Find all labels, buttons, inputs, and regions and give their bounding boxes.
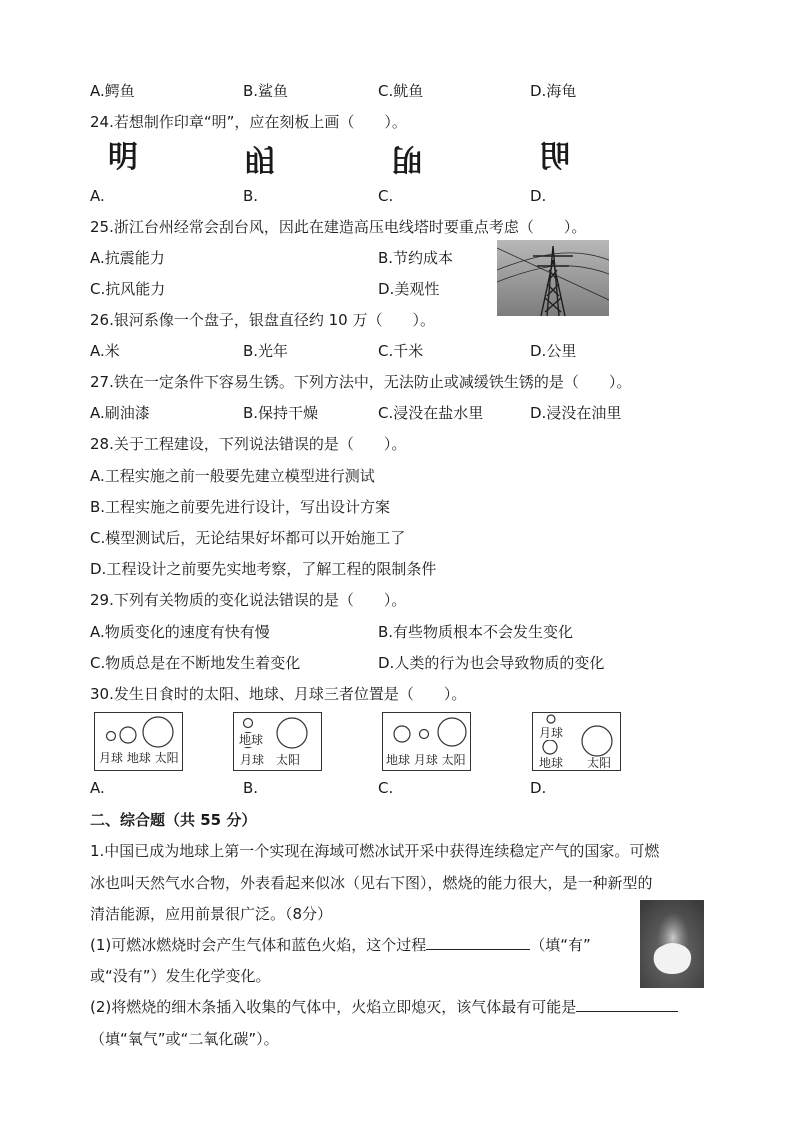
combustible-ice-photo [640,900,704,988]
q23-option-a: A.鳄鱼 [90,82,135,100]
q29-option-d: D.人类的行为也会导致物质的变化 [378,654,605,672]
q30-diagram-d [532,712,621,771]
s2-sub2-text: (2)将燃烧的细木条插入收集的气体中，火焰立即熄灭，该气体最有可能是 [90,998,577,1016]
s2-sub2-line2: （填“氧气”或“二氧化碳”）。 [90,1030,279,1048]
q27-option-a: A.刷油漆 [90,404,150,422]
s2-p1-line3: 清洁能源，应用前景很广泛。（8分） [90,905,333,923]
s2-p1-line2: 冰也叫天然气水合物，外表看起来似冰（见右下图），燃烧的能力很大，是一种新型的 [90,874,653,892]
s2-sub1-line1 [90,935,591,955]
q28-question: 28.关于工程建设，下列说法错误的是（ ）。 [90,435,407,453]
s2-p1-line1: 1.中国已成为地球上第一个实现在海域可燃冰试开采中获得连续稳定产气的国家。可燃 [90,842,660,860]
q30-option-b: B. [243,779,259,797]
q24-glyph-b: 明 [245,141,275,176]
q26-question: 26.银河系像一个盘子，银盘直径约 10 万（ ）。 [90,311,435,329]
q30-option-d: D. [530,779,547,797]
q30-question: 30.发生日食时的太阳、地球、月球三者位置是（ ）。 [90,685,467,703]
q29-option-b: B.有些物质根本不会发生变化 [378,623,574,641]
q24-glyph-c-wrap [392,140,422,176]
q24-option-c: C. [378,187,394,205]
q30-diagram-c [382,712,471,771]
q30-diagram-a [94,712,183,771]
q30-option-a: A. [90,779,105,797]
q25-question: 25.浙江台州经常会刮台风，因此在建造高压电线塔时要重点考虑（ ）。 [90,218,587,236]
q28-option-d: D.工程设计之前要先实地考察，了解工程的限制条件 [90,560,437,578]
power-tower-photo [497,240,609,316]
q30-option-c: C. [378,779,394,797]
q30-b-label: 月球 太阳 [240,753,301,767]
q30-d-moon: 月球 [539,726,564,740]
s2-sub1-line2: 或“没有”）发生化学变化。 [90,967,271,985]
q23-option-d: D.海龟 [530,82,577,100]
q28-option-a: A.工程实施之前一般要先建立模型进行测试 [90,467,375,485]
section2-heading [90,810,256,830]
q30-c-label: 地球 月球 太阳 [386,753,466,767]
q25-option-d: D.美观性 [378,280,440,298]
s2-sub1-text: (1)可燃冰燃烧时会产生气体和蓝色火焰，这个过程 [90,936,427,954]
q24-glyph-d-wrap [540,140,570,176]
s2-sub2-blank[interactable] [576,997,678,1012]
q30-b-earth: 地球 [239,733,264,747]
q24-question: 24.若想制作印章“明”，应在刻板上画（ ）。 [90,113,407,131]
s2-sub2-line1 [90,997,678,1017]
q28-option-c: C.模型测试后，无论结果好坏都可以开始施工了 [90,529,406,547]
q23-option-c: C.鱿鱼 [378,82,424,100]
q24-glyph-b-wrap [245,140,275,176]
q24-glyph-d: 明 [540,140,570,175]
s2-sub1-blank[interactable] [426,935,530,950]
q30-a-label: 月球 地球 太阳 [99,751,179,765]
q24-glyph-c: 明 [392,141,422,176]
q25-option-a: A.抗震能力 [90,249,165,267]
section2-heading-text: 二、综合题（共 55 分） [90,811,257,829]
q24-option-a: A. [90,187,105,205]
q26-option-a: A.米 [90,342,120,360]
q29-option-c: C.物质总是在不断地发生着变化 [90,654,301,672]
q24-option-d: D. [530,187,547,205]
q26-option-c: C.千米 [378,342,424,360]
q27-question: 27.铁在一定条件下容易生锈。下列方法中，无法防止或减缓铁生锈的是（ ）。 [90,373,632,391]
q24-option-b: B. [243,187,259,205]
q29-option-a: A.物质变化的速度有快有慢 [90,623,270,641]
q23-option-b: B.鲨鱼 [243,82,289,100]
q26-option-d: D.公里 [530,342,577,360]
s2-sub1-tail: （填“有” [530,936,591,954]
q25-option-c: C.抗风能力 [90,280,166,298]
q24-glyph-a: 明 [108,140,138,175]
q27-option-c: C.浸没在盐水里 [378,404,484,422]
q27-option-b: B.保持干燥 [243,404,319,422]
q30-d-label: 地球 太阳 [539,756,612,770]
q29-question: 29.下列有关物质的变化说法错误的是（ ）。 [90,591,407,609]
q26-option-b: B.光年 [243,342,289,360]
q27-option-d: D.浸没在油里 [530,404,622,422]
q28-option-b: B.工程实施之前要先进行设计，写出设计方案 [90,498,391,516]
q30-diagram-b [233,712,322,771]
q25-option-b: B.节约成本 [378,249,454,267]
